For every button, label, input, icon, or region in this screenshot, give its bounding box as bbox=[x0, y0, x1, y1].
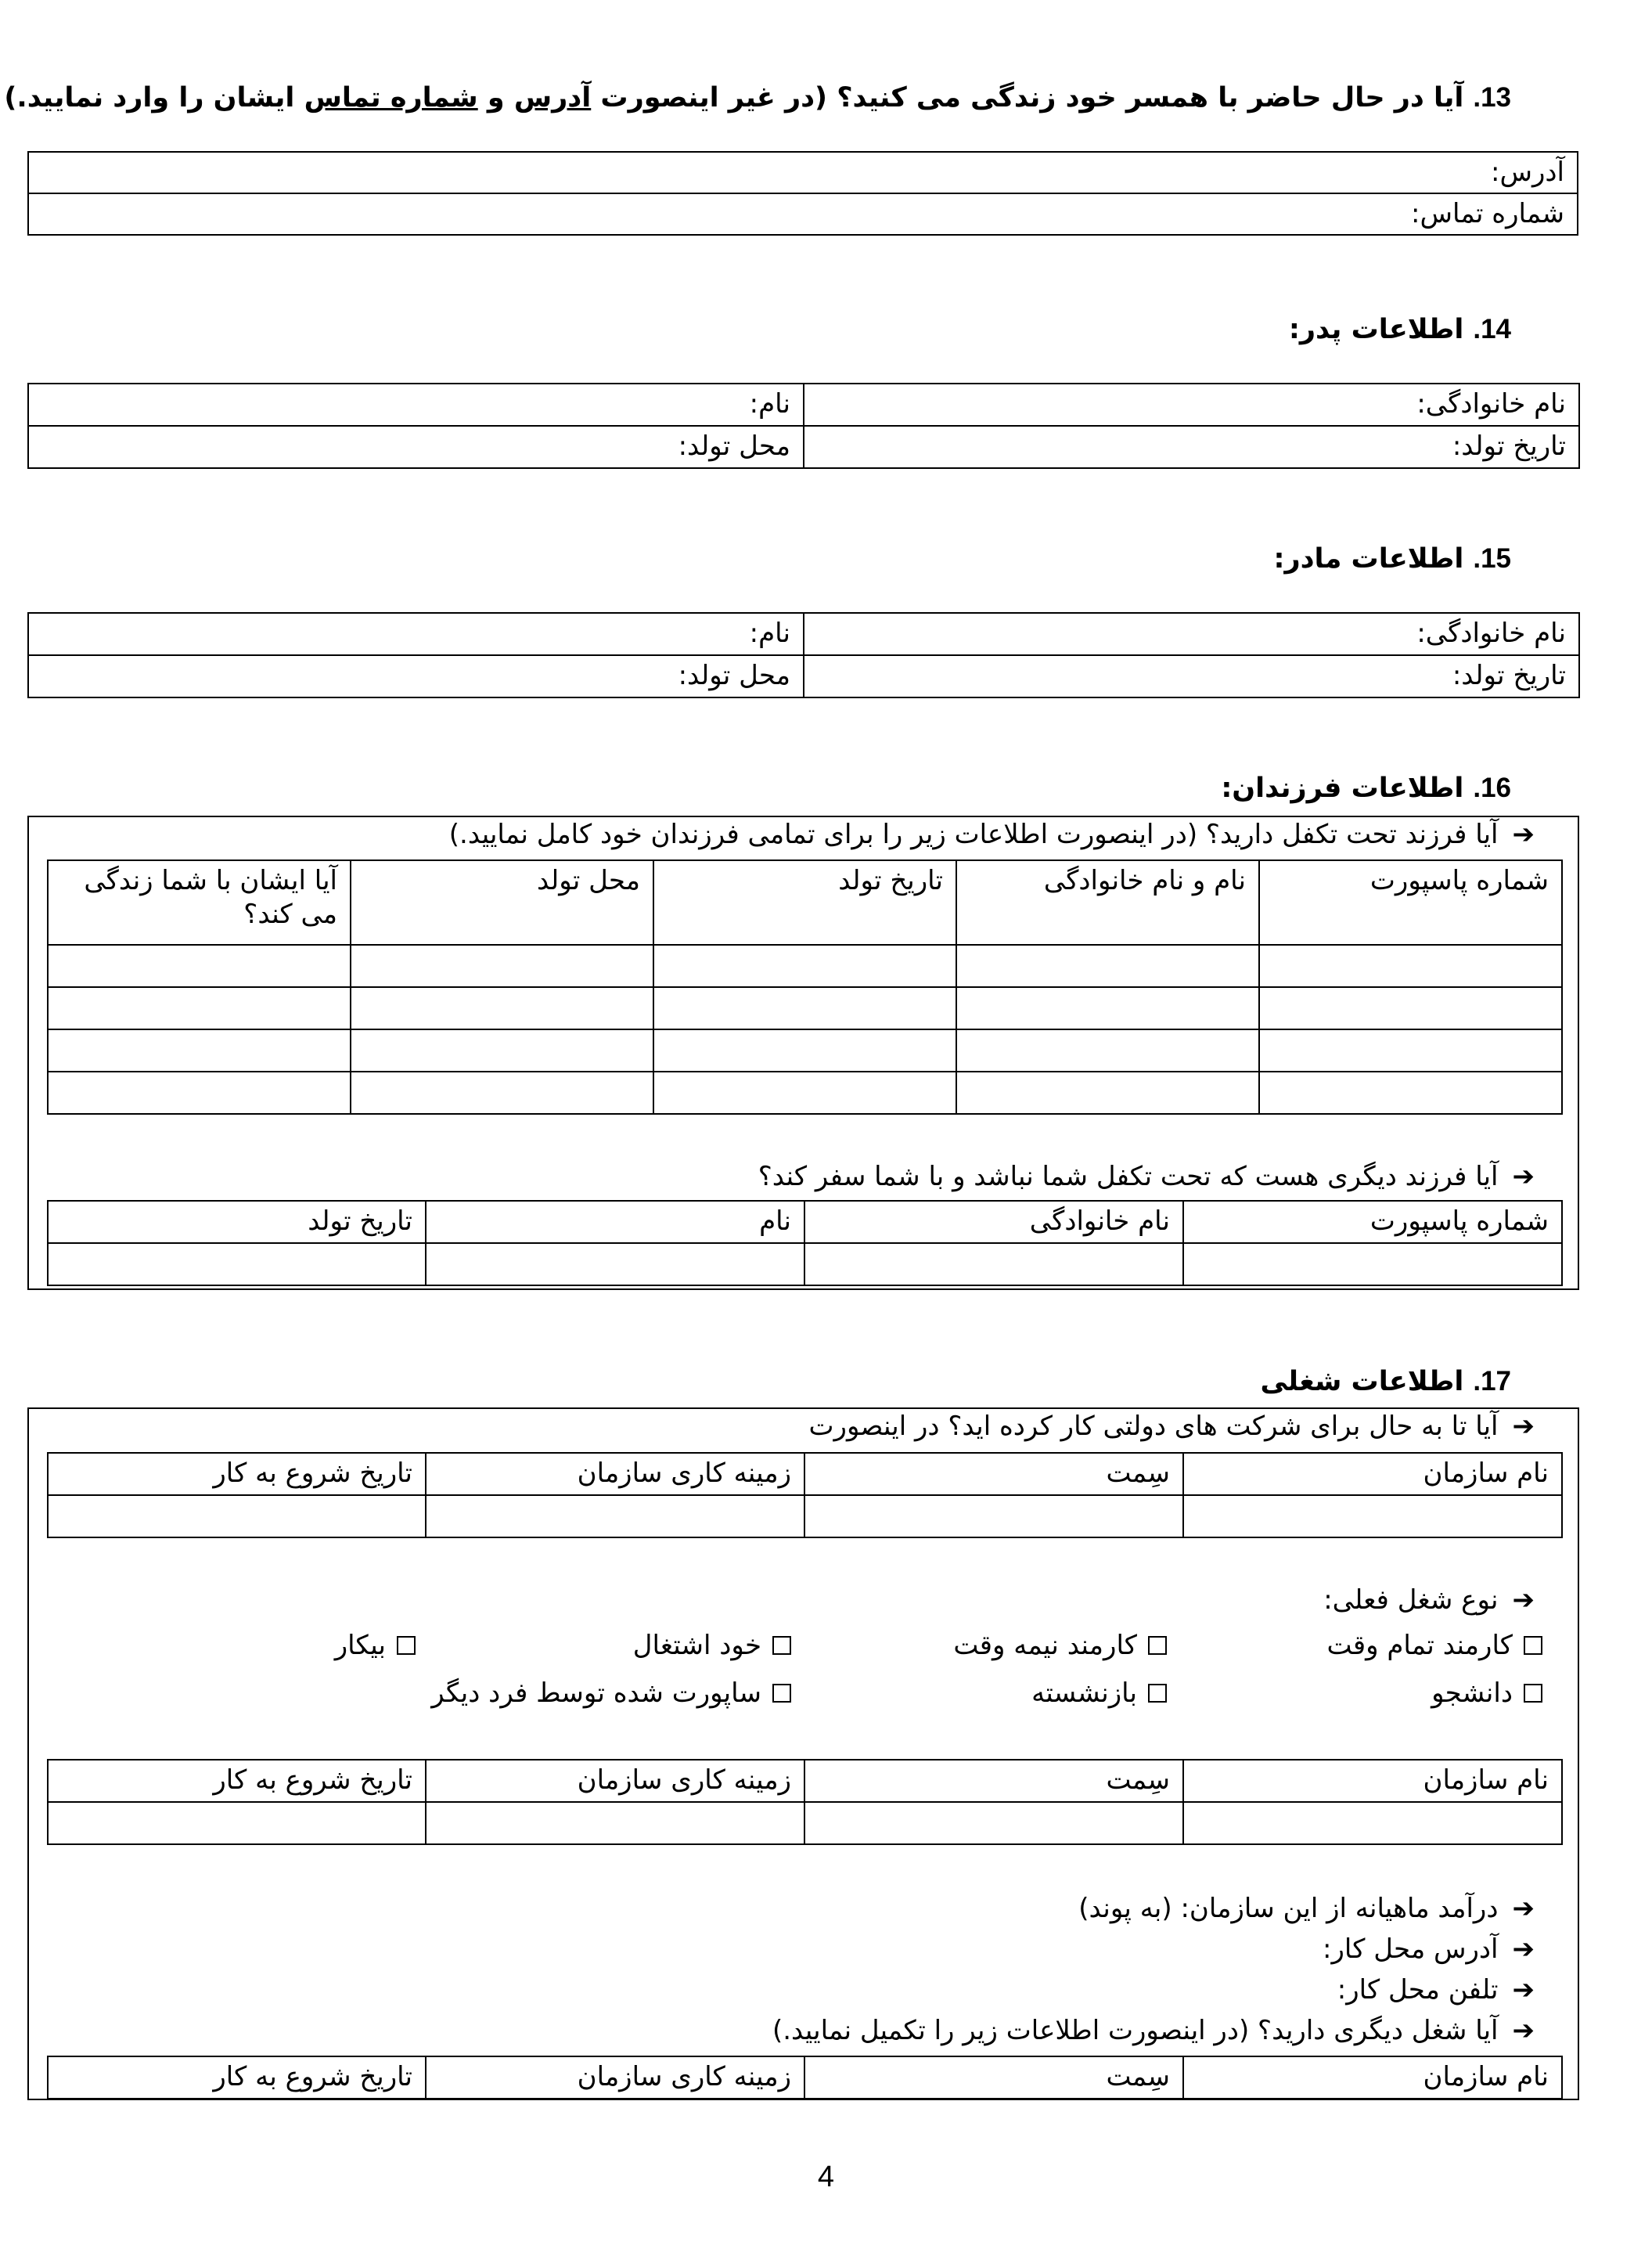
mother-birthplace-field[interactable]: محل تولد: bbox=[28, 655, 804, 697]
option-full-time-label: کارمند تمام وقت bbox=[1326, 1630, 1513, 1661]
table-row bbox=[48, 1072, 1562, 1114]
checkbox-icon[interactable] bbox=[772, 1636, 791, 1655]
q16-heading bbox=[1221, 772, 1511, 805]
q17-bullet-other-job-text: آیا شغل دیگری دارید؟ (در اینصورت اطلاعات زیر را تکمیل نمایید.) bbox=[772, 2015, 1499, 2046]
header-birth-date: تاریخ تولد bbox=[653, 860, 956, 945]
option-retired-label: بازنشسته bbox=[1031, 1678, 1137, 1709]
q17-bullet-monthly-income bbox=[1078, 1893, 1535, 1925]
q15-heading bbox=[1273, 542, 1511, 575]
government-jobs-table bbox=[47, 1452, 1563, 1538]
father-birthplace-field[interactable]: محل تولد: bbox=[28, 426, 804, 468]
checkbox-icon[interactable] bbox=[1524, 1684, 1542, 1703]
q14-title: اطلاعات پدر: bbox=[1288, 314, 1464, 345]
q15-title: اطلاعات مادر: bbox=[1273, 543, 1464, 575]
q17-bullet-current-job-type-text: نوع شغل فعلی: bbox=[1323, 1584, 1499, 1616]
header-start-date: تاریخ شروع به کار bbox=[48, 1760, 426, 1802]
table-cell[interactable] bbox=[48, 1072, 351, 1114]
q17-title: اطلاعات شغلی bbox=[1260, 1366, 1464, 1397]
table-cell[interactable] bbox=[48, 1495, 426, 1537]
option-student[interactable] bbox=[1431, 1678, 1542, 1710]
table-cell[interactable] bbox=[426, 1802, 804, 1844]
table-cell[interactable] bbox=[653, 1072, 956, 1114]
table-row bbox=[48, 1802, 1562, 1844]
table-cell[interactable] bbox=[48, 987, 351, 1029]
q17-heading bbox=[1261, 1365, 1512, 1398]
q13-contact-word: شماره تماس bbox=[304, 82, 478, 114]
table-row bbox=[48, 1029, 1562, 1072]
header-full-name: نام و نام خانوادگی bbox=[956, 860, 1259, 945]
header-lives-with-you: آیا ایشان با شما زندگی می کند؟ bbox=[48, 860, 351, 945]
header-birth-place: محل تولد bbox=[351, 860, 653, 945]
table-row bbox=[48, 1243, 1562, 1285]
other-job-table bbox=[47, 2056, 1563, 2099]
table-row bbox=[48, 1495, 1562, 1537]
table-cell[interactable] bbox=[804, 1495, 1183, 1537]
option-supported[interactable] bbox=[431, 1678, 791, 1710]
q16-bullet-other-child bbox=[758, 1161, 1535, 1193]
dependent-children-table bbox=[47, 860, 1563, 1115]
option-part-time[interactable] bbox=[953, 1630, 1167, 1662]
table-cell[interactable] bbox=[48, 945, 351, 987]
left-arrow-icon: ➔ bbox=[1512, 819, 1535, 850]
q17-number: 17. bbox=[1473, 1366, 1511, 1396]
header-organization-name: نام سازمان bbox=[1183, 1760, 1562, 1802]
left-arrow-icon: ➔ bbox=[1512, 1584, 1535, 1616]
table-cell[interactable] bbox=[1259, 1072, 1562, 1114]
table-cell[interactable] bbox=[351, 1072, 653, 1114]
table-cell[interactable] bbox=[1259, 987, 1562, 1029]
table-cell[interactable] bbox=[351, 1029, 653, 1072]
option-full-time[interactable] bbox=[1327, 1630, 1543, 1662]
q13-and-word: و bbox=[477, 82, 514, 114]
table-row bbox=[48, 987, 1562, 1029]
left-arrow-icon: ➔ bbox=[1512, 1974, 1535, 2006]
q17-bullet-work-address bbox=[1323, 1933, 1535, 1966]
header-position: سِمت bbox=[804, 1453, 1183, 1495]
left-arrow-icon: ➔ bbox=[1512, 1893, 1535, 1924]
q16-bullet-dependent bbox=[449, 819, 1535, 851]
spouse-address-field[interactable]: آدرس: bbox=[28, 152, 1578, 193]
option-self-employed-label: خود اشتغال bbox=[632, 1630, 761, 1661]
q16-title: اطلاعات فرزندان: bbox=[1221, 773, 1464, 804]
option-retired[interactable] bbox=[1031, 1678, 1167, 1710]
q17-bullet-government-work-text: آیا تا به حال برای شرکت های دولتی کار کرده اید؟ در اینصورت bbox=[808, 1411, 1499, 1442]
table-cell[interactable] bbox=[48, 1802, 426, 1844]
left-arrow-icon: ➔ bbox=[1512, 2015, 1535, 2046]
q16-number: 16. bbox=[1473, 773, 1511, 803]
left-arrow-icon: ➔ bbox=[1512, 1411, 1535, 1442]
header-passport-number: شماره پاسپورت bbox=[1259, 860, 1562, 945]
table-row bbox=[48, 945, 1562, 987]
table-cell[interactable] bbox=[48, 1029, 351, 1072]
option-supported-label: ساپورت شده توسط فرد دیگر bbox=[431, 1678, 761, 1709]
q13-address-word: آدرس bbox=[513, 82, 592, 114]
header-organization-field: زمینه کاری سازمان bbox=[426, 2056, 804, 2099]
table-cell[interactable] bbox=[956, 945, 1259, 987]
q14-heading bbox=[1289, 313, 1511, 346]
current-job-table bbox=[47, 1759, 1563, 1845]
q17-bullet-current-job-type bbox=[1323, 1584, 1535, 1616]
table-cell[interactable] bbox=[1259, 945, 1562, 987]
header-organization-name: نام سازمان bbox=[1183, 2056, 1562, 2099]
page-number: 4 bbox=[817, 2160, 835, 2193]
header-position: سِمت bbox=[804, 2056, 1183, 2099]
q17-bullet-government-work bbox=[809, 1411, 1535, 1443]
table-cell[interactable] bbox=[48, 1243, 426, 1285]
mother-birthdate-field[interactable]: تاریخ تولد: bbox=[804, 655, 1579, 697]
q17-bullet-monthly-income-text: درآمد ماهیانه از این سازمان: (به پوند) bbox=[1078, 1893, 1499, 1924]
left-arrow-icon: ➔ bbox=[1512, 1933, 1535, 1965]
header-start-date: تاریخ شروع به کار bbox=[48, 1453, 426, 1495]
checkbox-icon[interactable] bbox=[1148, 1636, 1167, 1655]
option-self-employed[interactable] bbox=[633, 1630, 791, 1662]
q13-text-suffix: ایشان را وارد نمایید.) bbox=[4, 82, 304, 114]
header-position: سِمت bbox=[804, 1760, 1183, 1802]
header-organization-name: نام سازمان bbox=[1183, 1453, 1562, 1495]
father-info-table bbox=[27, 383, 1580, 469]
spouse-contact-field[interactable]: شماره تماس: bbox=[28, 193, 1578, 235]
option-student-label: دانشجو bbox=[1431, 1678, 1513, 1709]
table-cell[interactable] bbox=[1259, 1029, 1562, 1072]
father-birthdate-field[interactable]: تاریخ تولد: bbox=[804, 426, 1579, 468]
header-first-name: نام bbox=[426, 1201, 804, 1243]
table-cell[interactable] bbox=[804, 1243, 1183, 1285]
header-organization-field: زمینه کاری سازمان bbox=[426, 1760, 804, 1802]
mother-lastname-field[interactable]: نام خانوادگی: bbox=[804, 613, 1579, 655]
q17-bullet-work-phone-text: تلفن محل کار: bbox=[1337, 1974, 1499, 2006]
table-cell[interactable] bbox=[804, 1802, 1183, 1844]
other-children-table bbox=[47, 1200, 1563, 1286]
table-cell[interactable] bbox=[1183, 1802, 1562, 1844]
table-cell[interactable] bbox=[653, 987, 956, 1029]
table-cell[interactable] bbox=[1183, 1243, 1562, 1285]
q13-table bbox=[27, 151, 1578, 236]
q17-bullet-work-phone bbox=[1337, 1974, 1535, 2006]
table-cell[interactable] bbox=[956, 1072, 1259, 1114]
q13-text-prefix: آیا در حال حاضر با همسر خود زندگی می کنید؟ (در غیر اینصورت bbox=[591, 82, 1464, 114]
table-cell[interactable] bbox=[956, 987, 1259, 1029]
mother-info-table bbox=[27, 612, 1580, 698]
checkbox-icon[interactable] bbox=[1524, 1636, 1542, 1655]
table-cell[interactable] bbox=[351, 987, 653, 1029]
table-cell[interactable] bbox=[351, 945, 653, 987]
checkbox-icon[interactable] bbox=[1148, 1684, 1167, 1703]
father-firstname-field[interactable]: نام: bbox=[28, 384, 804, 426]
option-part-time-label: کارمند نیمه وقت bbox=[953, 1630, 1137, 1661]
header-birth-date: تاریخ تولد bbox=[48, 1201, 426, 1243]
table-cell[interactable] bbox=[1183, 1495, 1562, 1537]
q13-heading bbox=[4, 81, 1511, 114]
q16-bullet-dependent-text: آیا فرزند تحت تکفل دارید؟ (در اینصورت اطلاعات زیر را برای تمامی فرزندان خود کامل نمایید.) bbox=[448, 819, 1499, 850]
q14-number: 14. bbox=[1473, 314, 1511, 344]
q16-bullet-other-child-text: آیا فرزند دیگری هست که تحت تکفل شما نباشد و با شما سفر کند؟ bbox=[758, 1161, 1499, 1192]
q13-number: 13. bbox=[1473, 82, 1511, 113]
father-lastname-field[interactable]: نام خانوادگی: bbox=[804, 384, 1579, 426]
header-last-name: نام خانوادگی bbox=[804, 1201, 1183, 1243]
table-cell[interactable] bbox=[956, 1029, 1259, 1072]
header-organization-field: زمینه کاری سازمان bbox=[426, 1453, 804, 1495]
table-cell[interactable] bbox=[653, 1029, 956, 1072]
table-cell[interactable] bbox=[426, 1243, 804, 1285]
table-cell[interactable] bbox=[426, 1495, 804, 1537]
checkbox-icon[interactable] bbox=[772, 1684, 791, 1703]
left-arrow-icon: ➔ bbox=[1512, 1161, 1535, 1192]
checkbox-icon[interactable] bbox=[397, 1636, 416, 1655]
option-unemployed-label: بیکار bbox=[334, 1630, 386, 1661]
mother-firstname-field[interactable]: نام: bbox=[28, 613, 804, 655]
option-unemployed[interactable] bbox=[335, 1630, 416, 1662]
header-start-date: تاریخ شروع به کار bbox=[48, 2056, 426, 2099]
q15-number: 15. bbox=[1473, 543, 1511, 574]
table-cell[interactable] bbox=[653, 945, 956, 987]
q17-bullet-work-address-text: آدرس محل کار: bbox=[1323, 1933, 1499, 1965]
header-passport-number: شماره پاسپورت bbox=[1183, 1201, 1562, 1243]
q17-bullet-other-job bbox=[772, 2015, 1535, 2047]
